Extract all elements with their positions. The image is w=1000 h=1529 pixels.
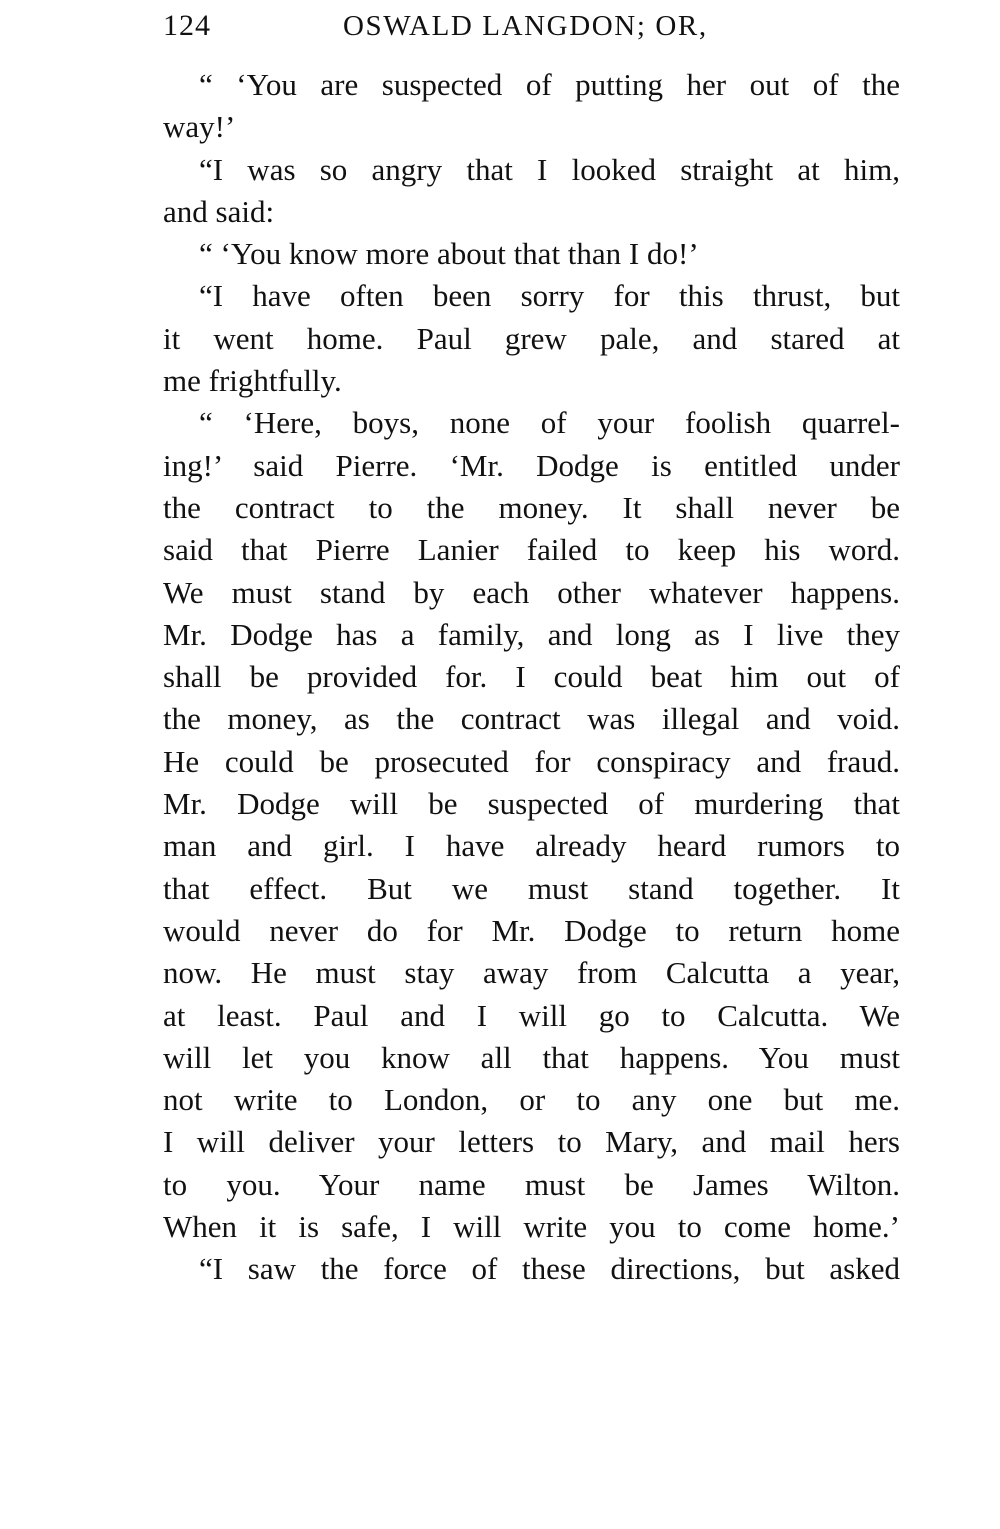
text-line: “I have often been sorry for this thrust, but: [199, 278, 900, 314]
text-line: “ ‘You know more about that than I do!’: [199, 236, 699, 272]
text-line: the money, as the contract was illegal and void.: [163, 701, 900, 737]
text-line: “I was so angry that I looked straight at him,: [199, 151, 900, 187]
text-line: I will deliver your letters to Mary, and mail hers: [163, 1124, 900, 1160]
text-line: now. He must stay away from Calcutta a year,: [163, 955, 900, 991]
running-head: [163, 6, 903, 50]
page-number: 124: [163, 9, 211, 42]
text-line: Mr. Dodge has a family, and long as I live they: [163, 616, 900, 652]
running-title: OSWALD LANGDON; OR,: [343, 10, 708, 42]
text-line: it went home. Paul grew pale, and stared at: [163, 320, 900, 356]
text-line: Mr. Dodge will be suspected of murdering that: [163, 786, 900, 822]
text-line: at least. Paul and I will go to Calcutta. We: [163, 997, 900, 1033]
text-line: will let you know all that happens. You must: [163, 1039, 900, 1075]
text-line: “I saw the force of these directions, but asked: [199, 1251, 900, 1287]
text-line: man and girl. I have already heard rumors to: [163, 828, 900, 864]
text-line: that effect. But we must stand together. It: [163, 870, 900, 906]
text-line: shall be provided for. I could beat him out of: [163, 659, 900, 695]
text-line: “ ‘Here, boys, none of your foolish quarrel-: [199, 405, 900, 441]
text-line: When it is safe, I will write you to come home.’: [163, 1209, 900, 1245]
text-line: the contract to the money. It shall never be: [163, 489, 900, 525]
text-line: We must stand by each other whatever happens.: [163, 574, 900, 610]
text-line: He could be prosecuted for conspiracy and fraud.: [163, 743, 900, 779]
text-line: “ ‘You are suspected of putting her out of the: [199, 67, 900, 102]
text-line: said that Pierre Lanier failed to keep his word.: [163, 532, 900, 568]
body-text: [163, 64, 900, 1291]
text-line: to you. Your name must be James Wilton.: [163, 1166, 900, 1202]
text-line: ing!’ said Pierre. ‘Mr. Dodge is entitled under: [163, 447, 900, 483]
text-line: not write to London, or to any one but me.: [163, 1082, 900, 1118]
text-line: way!’: [163, 109, 236, 145]
text-line: would never do for Mr. Dodge to return home: [163, 912, 900, 948]
text-line: me frightfully.: [163, 363, 342, 399]
text-line: and said:: [163, 193, 275, 229]
